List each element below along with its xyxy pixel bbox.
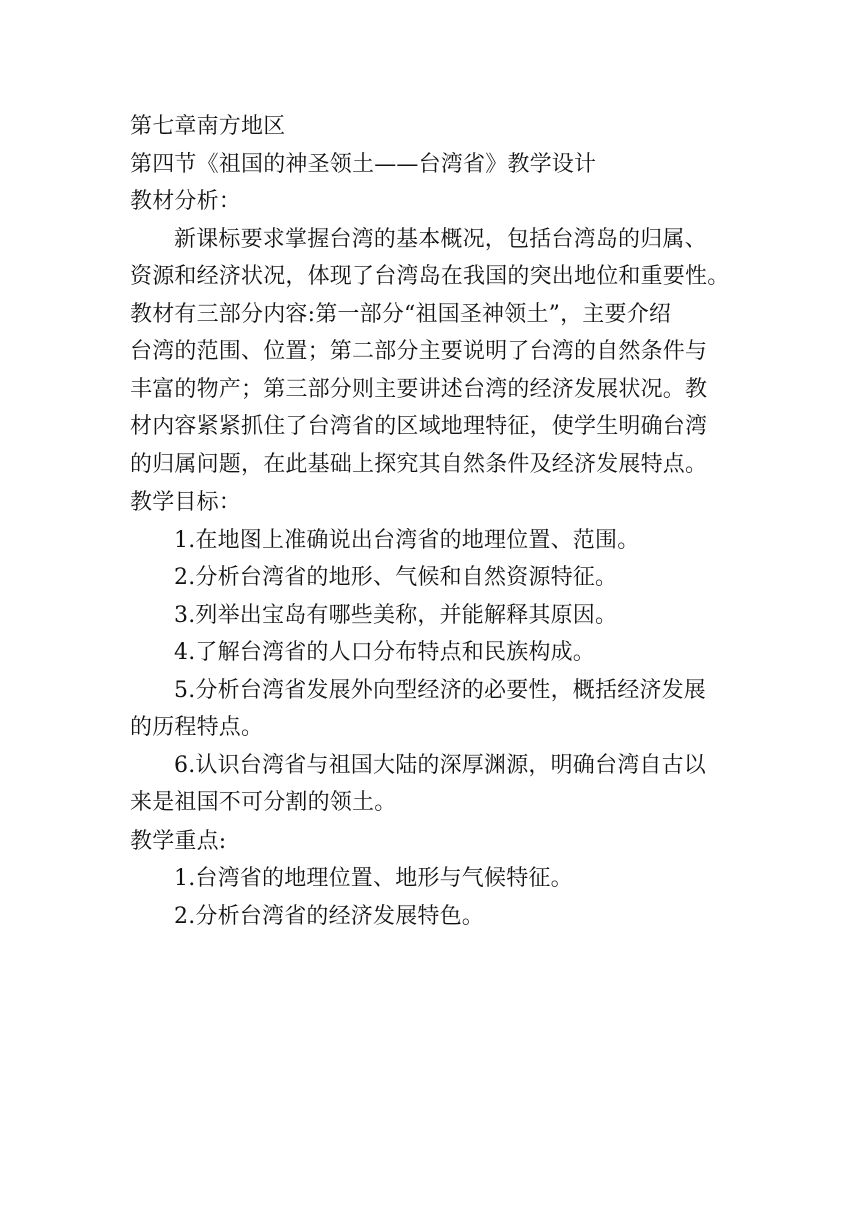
section-title: 第四节《祖国的神圣领土——台湾省》教学设计 [130,151,597,177]
objective-line: 6.认识台湾省与祖国大陆的深厚渊源，明确台湾自古以 [174,752,706,778]
objective-line: 1.在地图上准确说出台湾省的地理位置、范围。 [174,527,640,553]
analysis-line: 新课标要求掌握台湾的基本概况，包括台湾岛的归属、 [174,226,707,252]
analysis-line: 丰富的物产；第三部分则主要讲述台湾的经济发展状况。教 [130,376,708,402]
analysis-line: 台湾的范围、位置；第二部分主要说明了台湾的自然条件与 [130,339,708,364]
analysis-line: 资源和经济状况，体现了台湾岛在我国的突出地位和重要性。 [130,264,730,289]
analysis-line: 教材有三部分内容:第一部分“祖国圣神领土”，主要介绍 [130,301,672,327]
objectives-heading: 教学目标： [130,490,242,515]
focus-line: 1.台湾省的地理位置、地形与气候特征。 [174,866,573,891]
focus-heading: 教学重点: [130,828,227,854]
chapter-title: 第七章南方地区 [130,114,286,139]
objective-line: 的历程特点。 [130,715,264,740]
document-content [130,108,740,935]
objective-line: 4.了解台湾省的人口分布特点和民族构成。 [174,640,595,665]
objective-line: 2.分析台湾省的地形、气候和自然资源特征。 [174,565,618,590]
objective-line: 5.分析台湾省发展外向型经济的必要性，概括经济发展 [174,677,706,703]
objective-line: 来是祖国不可分割的领土。 [130,790,397,815]
analysis-line: 材内容紧紧抓住了台湾省的区域地理特征，使学生明确台湾 [130,414,708,439]
analysis-line: 的归属问题，在此基础上探究其自然条件及经济发展特点。 [130,451,708,477]
objective-line: 3.列举出宝岛有哪些美称，并能解释其原因。 [174,602,618,628]
focus-line: 2.分析台湾省的经济发展特色。 [174,903,484,929]
analysis-heading: 教材分析： [130,189,242,214]
